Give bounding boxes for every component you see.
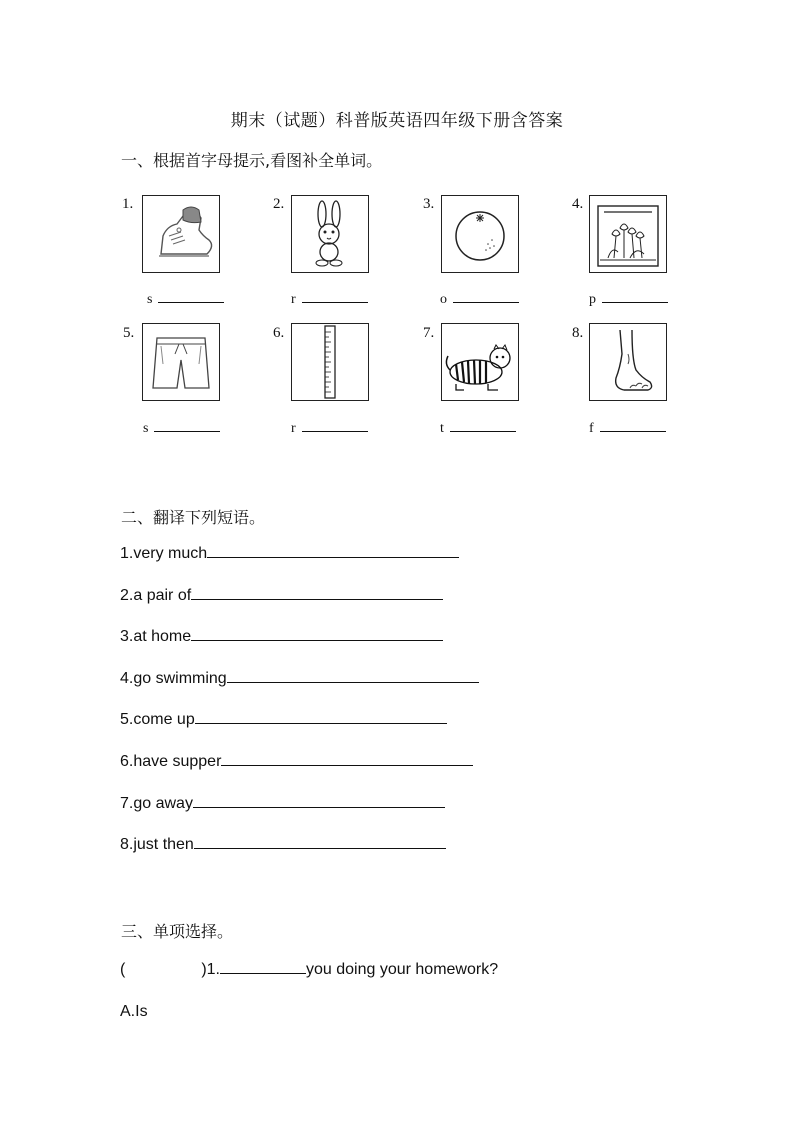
- question-1: [120, 961, 498, 979]
- item-number: 4.: [572, 196, 584, 212]
- flower-picture-icon: [589, 195, 667, 273]
- phrase-8: 8.just then: [120, 836, 446, 854]
- item-number: 2.: [273, 196, 285, 212]
- orange-icon: [441, 195, 519, 273]
- item-number: 1.: [122, 196, 134, 212]
- blank-3: o: [440, 292, 519, 308]
- phrase-1: 1.very much: [120, 545, 459, 563]
- tiger-icon: [441, 323, 519, 401]
- foot-icon: [589, 323, 667, 401]
- item-number: 8.: [572, 325, 584, 341]
- document-title: 期末（试题）科普版英语四年级下册含答案: [230, 111, 564, 131]
- question-text: you doing your homework?: [306, 961, 499, 978]
- item-number: 5.: [123, 325, 135, 341]
- phrase-4: 4.go swimming: [120, 670, 479, 688]
- section-1-heading: 一、根据首字母提示,看图补全单词。: [121, 151, 383, 170]
- section-2-heading: 二、翻译下列短语。: [121, 508, 266, 527]
- shorts-icon: [142, 323, 220, 401]
- item-number: 7.: [423, 325, 435, 341]
- phrase-7: 7.go away: [120, 795, 445, 813]
- blank-8: f: [589, 421, 666, 437]
- item-number: 6.: [273, 325, 285, 341]
- shoe-icon: [142, 195, 220, 273]
- item-number: 3.: [423, 196, 435, 212]
- answer-blank: [220, 972, 306, 974]
- question-number: )1.: [201, 961, 220, 978]
- blank-6: r: [291, 421, 368, 437]
- phrase-3: 3.at home: [120, 628, 443, 646]
- blank-2: r: [291, 292, 368, 308]
- blank-4: p: [589, 292, 668, 308]
- section-3-heading: 三、单项选择。: [121, 922, 234, 941]
- rabbit-icon: [291, 195, 369, 273]
- blank-1: s: [147, 292, 224, 308]
- ruler-icon: [291, 323, 369, 401]
- blank-5: s: [143, 421, 220, 437]
- answer-paren-open: (: [120, 961, 126, 978]
- blank-7: t: [440, 421, 516, 437]
- option-a: A.Is: [120, 1003, 148, 1020]
- phrase-2: 2.a pair of: [120, 587, 443, 605]
- phrase-6: 6.have supper: [120, 753, 473, 771]
- phrase-5: 5.come up: [120, 711, 447, 729]
